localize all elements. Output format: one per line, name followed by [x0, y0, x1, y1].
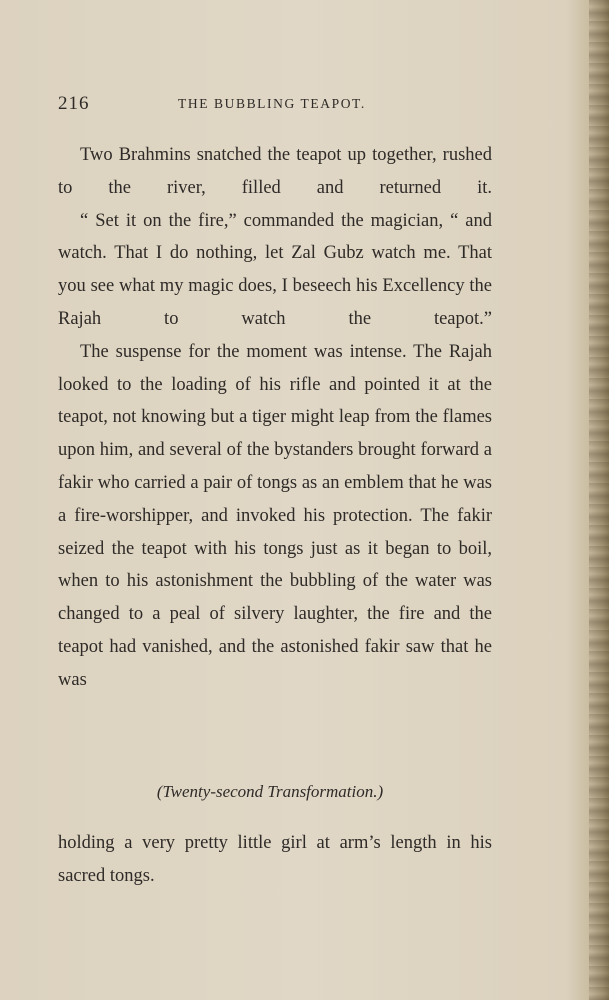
paragraph-3: The suspense for the moment was intense. The Rajah looked to the loading of his rifle and pointed it at the teapot, not knowing but a tiger might leap from the flames upon him, and several of the bystanders brought forward a fakir who carried a pair of tongs as an emblem that he was a fire-worshipper, and invoked his protection. The fakir seized the teapot with his tongs just as it began to boil, when to his astonishment the bubbling of the water was changed to a peal of silvery laughter, the fire and the teapot had vanished, and the astonished fakir saw that he was	[58, 341, 492, 690]
running-title: THE BUBBLING TEAPOT.	[178, 96, 366, 111]
page-edge	[589, 0, 609, 1000]
page-number: 216	[58, 93, 90, 114]
illustration-caption: (Twenty-second Transformation.)	[156, 782, 384, 801]
page-header	[58, 93, 492, 119]
paragraph-2: “ Set it on the fire,” commanded the magician, “ and watch. That I do nothing, let Zal Gubz watch me. That you see what my magic does, I beseech his Excellency the Rajah to watch the teapot.”	[58, 210, 492, 329]
paragraph-1: Two Brahmins snatched the teapot up together, rushed to the river, filled and returned it.	[58, 145, 492, 198]
main-text	[58, 139, 492, 697]
continuation-text	[58, 827, 492, 893]
paragraph-continuation: holding a very pretty little girl at arm’s length in his sacred tongs.	[58, 833, 492, 886]
